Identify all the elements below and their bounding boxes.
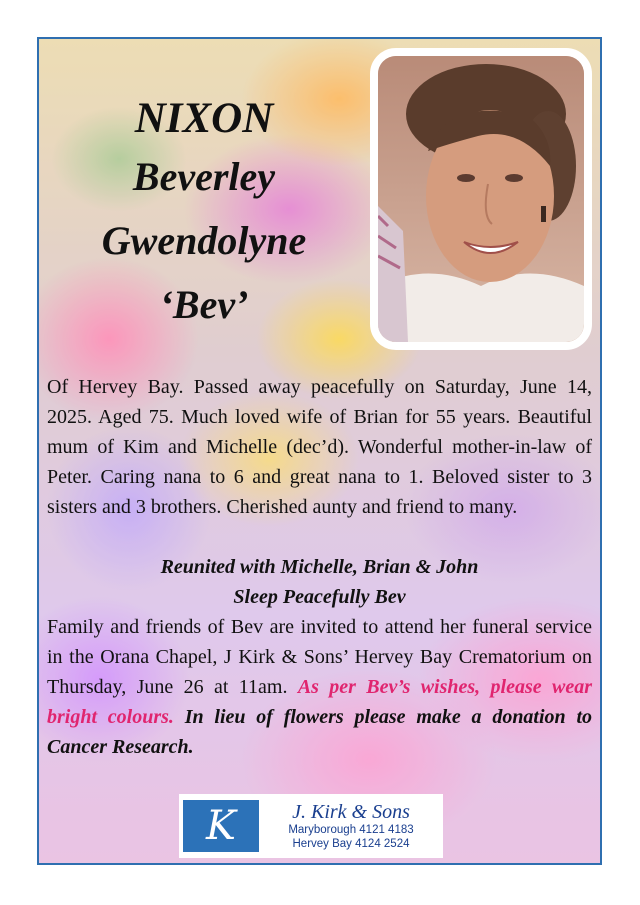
service-details: Family and friends of Bev are invited to attend her funeral service in the Orana Chapel, J Kirk & Sons’ Hervey Bay Crematorium on Thursday, June 26 at 11am. bbox=[47, 616, 592, 698]
funeral-home-details bbox=[259, 801, 443, 851]
notice-paragraph-1: Of Hervey Bay. Passed away peacefully on Saturday, June 14, 2025. Aged 75. Much loved wife of Brian for 55 years. Beautiful mum of Kim and Michelle (dec’d). Wonderful mother-in-law of Peter. Caring nana to 6 and great nana to 1. Beloved sister to 3 sisters and 3 brothers. Cherished aunty and friend to many. bbox=[47, 376, 592, 518]
portrait-photo bbox=[370, 48, 592, 350]
phone-maryborough: Maryborough 4121 4183 bbox=[288, 824, 414, 836]
name-heading bbox=[79, 93, 329, 337]
surname: NIXON bbox=[134, 95, 274, 142]
verse-line-1: Reunited with Michelle, Brian & John bbox=[160, 556, 479, 578]
funeral-home-logo bbox=[179, 794, 443, 858]
funeral-home-name: J. Kirk & Sons bbox=[292, 801, 410, 823]
verse-line-2: Sleep Peacefully Bev bbox=[233, 586, 406, 608]
dress-request: As per Bev’s wishes, please wear bright colours. bbox=[47, 676, 592, 728]
notice-paragraph-2 bbox=[47, 612, 592, 762]
logo-k-icon bbox=[183, 800, 259, 852]
given-name-middle: Gwendolyne bbox=[101, 218, 307, 263]
logo-letter: K bbox=[206, 803, 236, 849]
given-name-first: Beverley bbox=[132, 154, 276, 199]
nickname: ‘Bev’ bbox=[159, 282, 249, 327]
phone-hervey-bay: Hervey Bay 4124 2524 bbox=[292, 838, 410, 850]
donation-request: In lieu of flowers please make a donation to Cancer Research. bbox=[47, 706, 593, 758]
obituary-card bbox=[37, 37, 602, 865]
